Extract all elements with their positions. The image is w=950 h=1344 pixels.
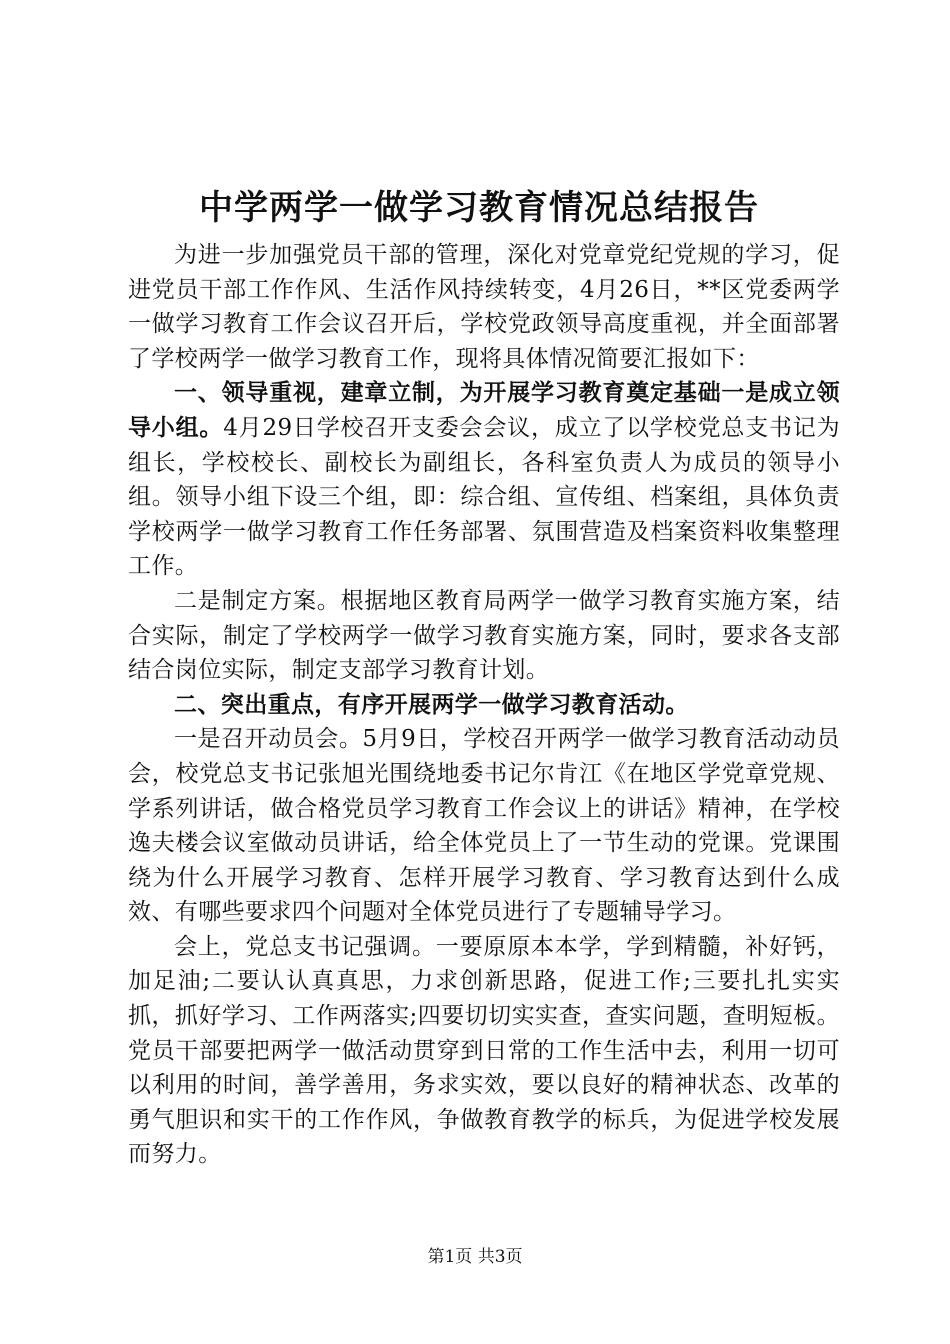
page-number-footer: 第1页 共3页 [427, 1247, 523, 1267]
paragraph-text: 为进一步加强党员干部的管理，深化对党章党纪党规的学习，促进党员干部工作作风、生活作风持续转变，4月26日，**区党委两学一做学习教育工作会议召开后，学校党政领导高度重视，并全面部署了学校两学一做学习教育工作，现将具体情况简要汇报如下： [128, 242, 840, 372]
paragraph-text: 一是召开动员会。5月9日，学校召开两学一做学习教育活动动员会，校党总支书记张旭光围绕地委书记尔肯江《在地区学党章党规、学系列讲话，做合格党员学习教育工作会议上的讲话》精神，在学校逸夫楼会议室做动员讲话，给全体党员上了一节生动的党课。党课围绕为什么开展学习教育、怎样开展学习教育、学习教育达到什么成效、有哪些要求四个问题对全体党员进行了专题辅导学习。 [128, 726, 840, 926]
paragraph-text: 4月29日学校召开支委会会议，成立了以学校党总支书记为组长，学校校长、副校长为副组长，各科室负责人为成员的领导小组。领导小组下设三个组，即：综合组、宣传组、档案组，具体负责学校两学一做学习教育工作任务部署、氛围营造及档案资料收集整理工作。 [128, 414, 840, 580]
paragraph-text: 二是制定方案。根据地区教育局两学一做学习教育实施方案，结合实际，制定了学校两学一做学习教育实施方案，同时，要求各支部结合岗位实际，制定支部学习教育计划。 [128, 587, 840, 684]
mobilization-paragraph [128, 722, 840, 930]
plan-paragraph [128, 584, 840, 688]
section-one-paragraph [128, 376, 840, 584]
document-title: 中学两学一做学习教育情况总结报告 [199, 188, 759, 228]
intro-paragraph [128, 238, 840, 376]
paragraph-text: 会上，党总支书记强调。一要原原本本学，学到精髓，补好钙，加足油;二要认认真真思，力求创新思路，促进工作;三要扎扎实实抓，抓好学习、工作两落实;四要切切实实查，查实问题，查明短板。党员干部要把两学一做活动贯穿到日常的工作生活中去，利用一切可以利用的时间，善学善用，务求实效，要以良好的精神状态、改革的勇气胆识和实干的工作作风，争做教育教学的标兵，为促进学校发展而努力。 [128, 933, 840, 1168]
section-two-heading [128, 688, 840, 723]
meeting-paragraph [128, 930, 840, 1172]
section-heading: 二、突出重点，有序开展两学一做学习教育活动。 [174, 690, 689, 718]
document-page [128, 186, 840, 1172]
section-heading: 一、领导重视，建章立制，为开展学习教育奠定基础一是成立领导小组。 [128, 379, 840, 441]
